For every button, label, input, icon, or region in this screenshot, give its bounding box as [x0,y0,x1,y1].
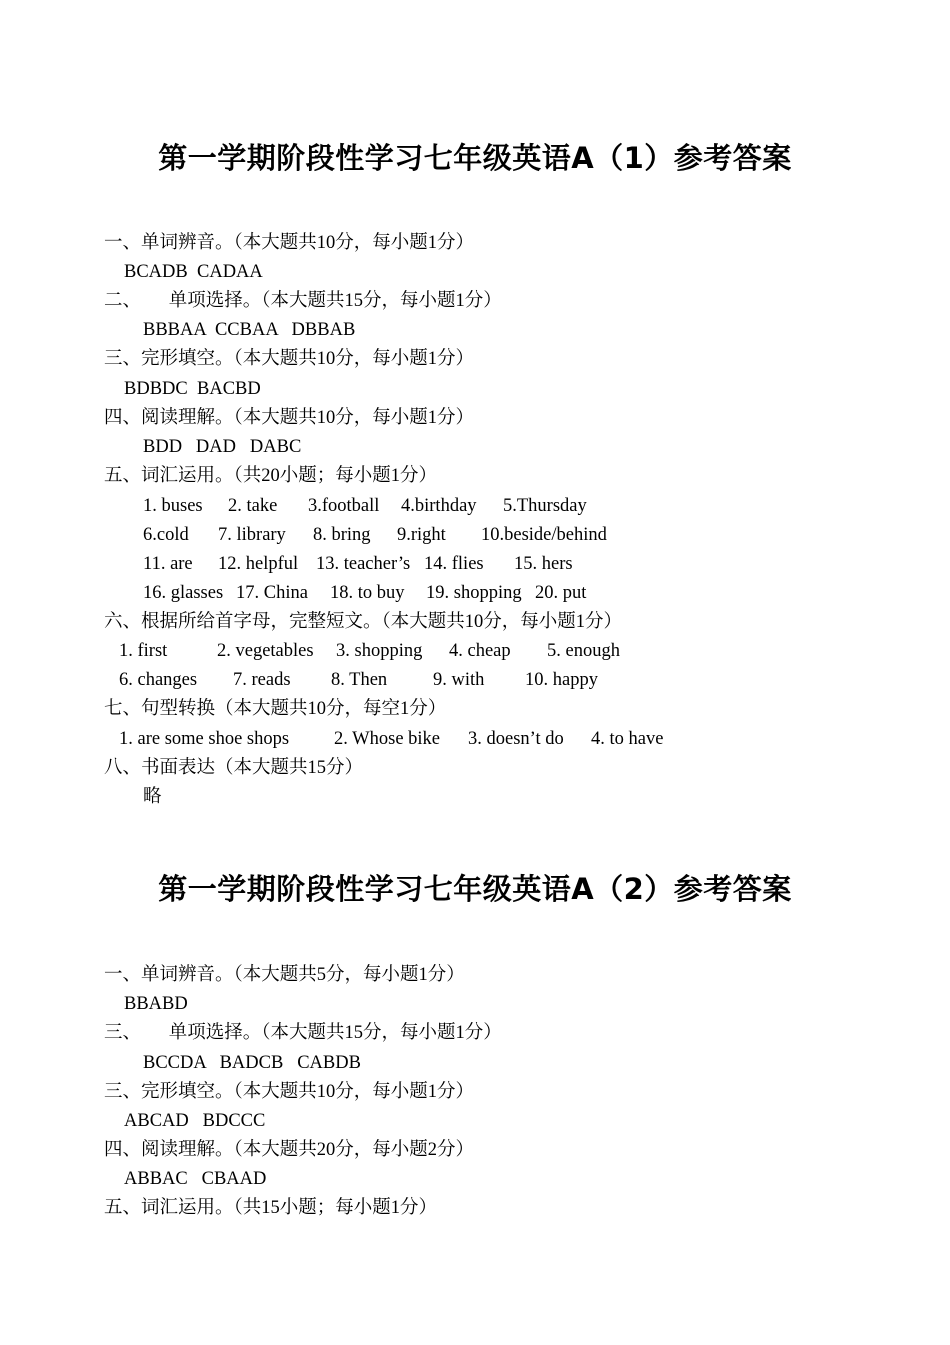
answer-item: 2. take [228,496,278,516]
page-title-1: 第一学期阶段性学习七年级英语A（1）参考答案 [158,141,792,175]
section-heading: 三、完形填空。（本大题共10分，每小题1分） [104,1082,475,1102]
answer-item: 16. glasses [143,583,224,603]
answer-item: 18. to buy [330,583,405,603]
answer-item: 13. teacher’s [316,554,411,574]
answer-line: ABCAD BDCCC [124,1111,266,1131]
answer-item: 1. first [119,641,168,661]
section-heading: 四、阅读理解。（本大题共10分，每小题1分） [104,408,475,428]
answer-item: 19. shopping [426,583,522,603]
answer-item: 6.cold [143,525,189,545]
answer-item: 10. happy [525,670,598,690]
answer-item: 12. helpful [218,554,299,574]
answer-item: 3.football [308,496,380,516]
section-heading: 一、单词辨音。（本大题共5分，每小题1分） [104,965,465,985]
section-heading: 一、单词辨音。（本大题共10分，每小题1分） [104,233,475,253]
answer-item: 7. library [218,525,286,545]
answer-line: BBBAA CCBAA DBBAB [143,320,356,340]
section-heading: 六、根据所给首字母，完整短文。（本大题共10分，每小题1分） [104,612,623,632]
answer-item: 9. with [433,670,485,690]
answer-item: 1. are some shoe shops [119,729,290,749]
section-heading: 五、词汇运用。（共15小题；每小题1分） [104,1198,438,1218]
answer-item: 5. enough [547,641,620,661]
section-heading: 三、 单项选择。（本大题共15分，每小题1分） [104,1023,502,1043]
answer-line: BCCDA BADCB CABDB [143,1053,361,1073]
answer-line: BDD DAD DABC [143,437,302,457]
answer-line: ABBAC CBAAD [124,1169,267,1189]
section-heading: 四、阅读理解。（本大题共20分，每小题2分） [104,1140,475,1160]
section-heading: 三、完形填空。（本大题共10分，每小题1分） [104,349,475,369]
answer-line: BDBDC BACBD [124,379,261,399]
answer-line: BBABD [124,994,188,1014]
answer-item: 1. buses [143,496,203,516]
answer-item: 4. to have [591,729,664,749]
answer-item: 17. China [236,583,308,603]
answer-item: 14. flies [424,554,484,574]
page-title-2: 第一学期阶段性学习七年级英语A（2）参考答案 [158,872,792,906]
section-heading: 五、词汇运用。（共20小题；每小题1分） [104,466,438,486]
answer-item: 9.right [397,525,446,545]
section-heading: 二、 单项选择。（本大题共15分，每小题1分） [104,291,502,311]
answer-item: 3. shopping [336,641,423,661]
answer-item: 6. changes [119,670,198,690]
answer-item: 4. cheap [449,641,511,661]
answer-item: 7. reads [233,670,291,690]
answer-item: 4.birthday [401,496,477,516]
answer-item: 20. put [535,583,587,603]
section-heading: 七、句型转换（本大题共10分，每空1分） [104,699,447,719]
answer-line: 略 [143,787,162,807]
answer-item: 2. Whose bike [334,729,441,749]
section-heading: 八、书面表达（本大题共15分） [104,758,364,778]
answer-item: 3. doesn’t do [468,729,564,749]
answer-item: 8. bring [313,525,371,545]
answer-item: 15. hers [514,554,573,574]
answer-item: 11. are [143,554,193,574]
answer-item: 8. Then [331,670,388,690]
answer-line: BCADB CADAA [124,262,263,282]
answer-item: 2. vegetables [217,641,314,661]
answer-item: 5.Thursday [503,496,587,516]
answer-item: 10.beside/behind [481,525,607,545]
